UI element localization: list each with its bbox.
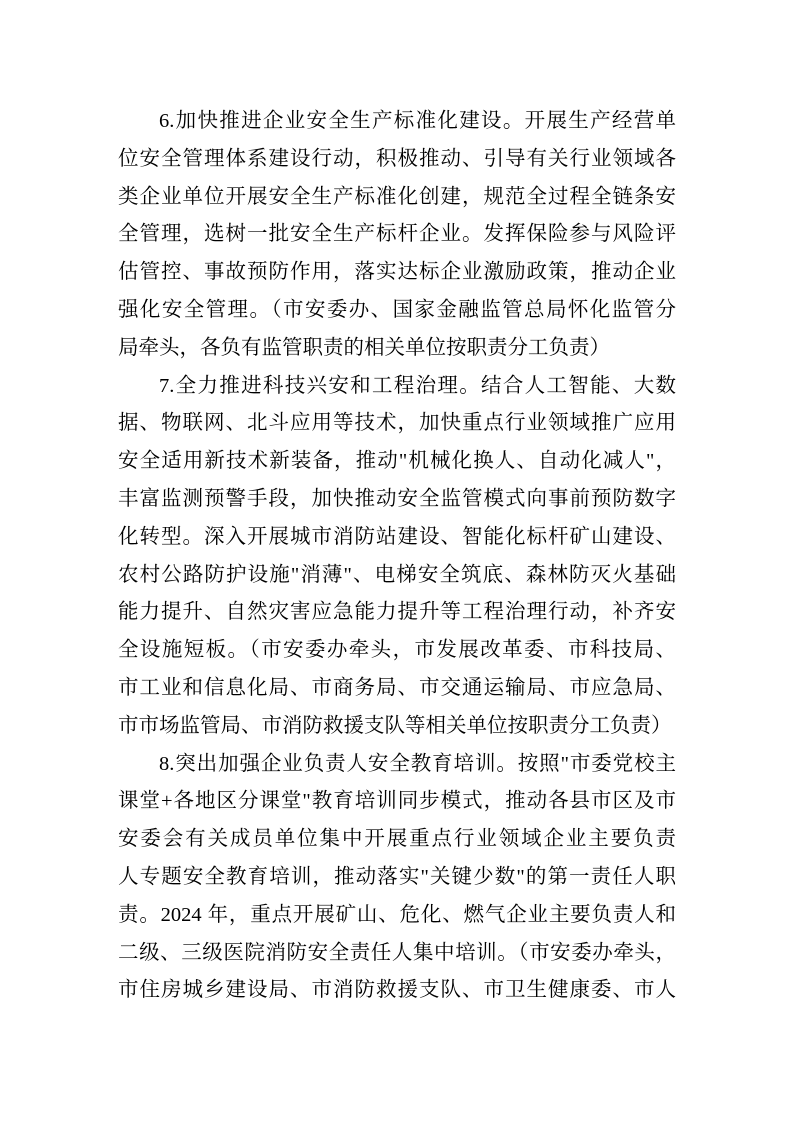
text-line: 全管理，选树一批安全生产标杆企业。发挥保险参与风险评 <box>118 223 676 246</box>
text-line: 化转型。深入开展城市消防站建设、智能化标杆矿山建设、 <box>118 525 676 548</box>
text-line: 二级、三级医院消防安全责任人集中培训。（市安委办牵头， <box>118 941 676 964</box>
text-line: 安全适用新技术新装备，推动"机械化换人、自动化减人"， <box>118 450 676 473</box>
text-line: 类企业单位开展安全生产标准化创建，规范全过程全链条安 <box>118 185 676 208</box>
text-line: 8.突出加强企业负责人安全教育培训。按照"市委党校主 <box>159 752 676 775</box>
paragraph-item-8 <box>118 746 676 1011</box>
text-line: 7.全力推进科技兴安和工程治理。结合人工智能、大数 <box>159 374 676 397</box>
text-line: 能力提升、自然灾害应急能力提升等工程治理行动，补齐安 <box>118 601 676 624</box>
text-line: 全设施短板。（市安委办牵头，市发展改革委、市科技局、 <box>118 639 676 662</box>
text-line: 安委会有关成员单位集中开展重点行业领域企业主要负责 <box>118 828 676 851</box>
text-line: 据、物联网、北斗应用等技术，加快重点行业领域推广应用 <box>118 412 676 435</box>
paragraph-item-6 <box>118 103 676 368</box>
text-line: 强化安全管理。（市安委办、国家金融监管总局怀化监管分 <box>118 298 676 321</box>
text-line: 市市场监管局、市消防救援支队等相关单位按职责分工负责） <box>118 714 672 737</box>
text-line: 责。2024 年，重点开展矿山、危化、燃气企业主要负责人和 <box>118 903 676 926</box>
text-line: 课堂+各地区分课堂"教育培训同步模式，推动各县市区及市 <box>118 790 676 813</box>
text-line: 局牵头，各负有监管职责的相关单位按职责分工负责） <box>118 336 610 359</box>
document-body <box>118 103 676 1010</box>
text-line: 市住房城乡建设局、市消防救援支队、市卫生健康委、市人 <box>118 979 676 1002</box>
text-line: 位安全管理体系建设行动，积极推动、引导有关行业领域各 <box>118 147 676 170</box>
text-line: 人专题安全教育培训，推动落实"关键少数"的第一责任人职 <box>118 865 676 888</box>
text-line: 市工业和信息化局、市商务局、市交通运输局、市应急局、 <box>118 676 676 699</box>
text-line: 6.加快推进企业安全生产标准化建设。开展生产经营单 <box>159 110 676 132</box>
paragraph-item-7 <box>118 368 676 746</box>
text-line: 丰富监测预警手段，加快推动安全监管模式向事前预防数字 <box>118 487 676 510</box>
text-line: 农村公路防护设施"消薄"、电梯安全筑底、森林防灭火基础 <box>118 563 676 586</box>
text-line: 估管控、事故预防作用，落实达标企业激励政策，推动企业 <box>118 261 676 284</box>
